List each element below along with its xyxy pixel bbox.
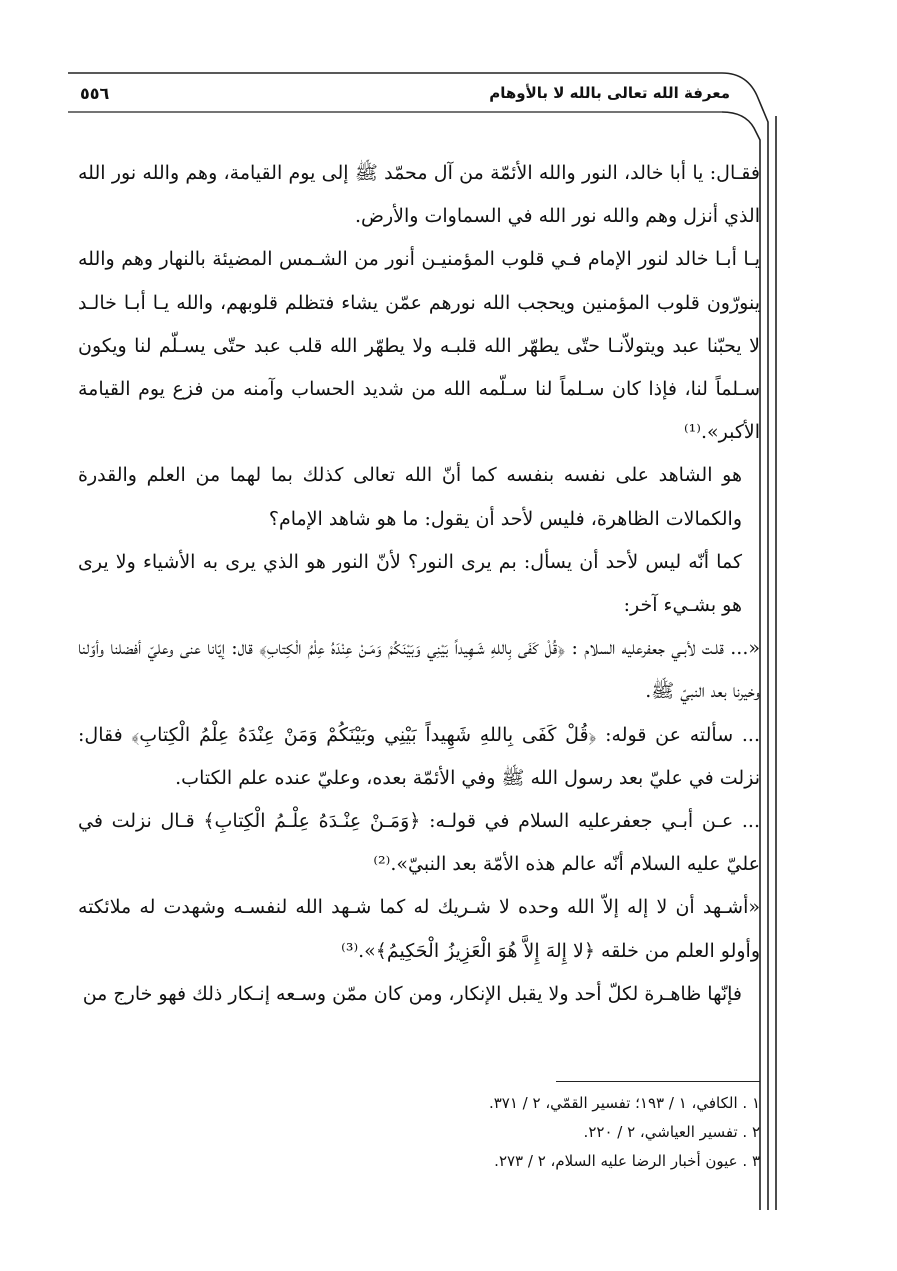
running-title: معرفة الله تعالى بالله لا بالأوهام <box>489 84 730 102</box>
paragraph: فإنّها ظاهـرة لكلّ أحد ولا يقبل الإنكار، ومن كان ممّن وسـعه إنـكار ذلك فهو خارج من <box>82 982 742 1005</box>
paragraph: فقـال: يا أبا خالد، النور والله الأئمّة من آل محمّد ﷺ إلى يوم القيامة، وهم والله نور الله الذي أنزل وهم والله نور الله في السماوات والأرض. <box>78 162 760 228</box>
footnote: ٢ . تفسير العياشي، ٢ / ٢٢٠. <box>583 1123 760 1141</box>
page-header <box>80 78 730 112</box>
paragraph: «... قلـت لأبـي جعفرعليه السلام : ﴿قُلْ كَفَى بِاللهِ شَـهِيداً بَيْنِي وَبَيْنَكُمْ وَمَـنْ عِنْدَهُ عِلْمُ الْكِتابِ﴾ قال: إيّانا عنى وعليّ أفضلنا وأوّلنا وخيرنا بعد النبيّ ﷺ. <box>78 637 760 703</box>
paragraph: ... سألته عن قوله: ﴿قُلْ كَفَى بِاللهِ شَهِيداً بَيْنِي وبَيْنَكُمْ وَمَنْ عِنْدَهُ عِلْمُ الْكِتابِ﴾ فقال: نزلت في عليّ بعد رسول الله ﷺ وفي الأئمّة بعده، وعليّ عنده علم الكتاب. <box>78 723 760 789</box>
paragraph: كما أنّه ليس لأحد أن يسأل: بم يرى النور؟ لأنّ النور هو الذي يرى به الأشياء ولا يرى هو بشـيء آخر: <box>78 550 742 617</box>
footnotes <box>300 1089 760 1176</box>
paragraph: ... عـن أبـي جعفرعليه السلام في قولـه: ﴿وَمَـنْ عِنْـدَهُ عِلْـمُ الْكِتابِ﴾ قـال نزلت في عليّ عليه السلام أنّه عالم هذه الأمّة بعد النبيّ».⁽²⁾ <box>78 810 760 876</box>
paragraph: يـا أبـا خالد لنور الإمام فـي قلوب المؤمنيـن أنور من الشـمس المضيئة بالنهار وهم والله ينورّون قلوب المؤمنين ويحجب الله نورهم عمّن يشاء فتظلم قلوبهم، والله يـا أبـا خالـد لا يحبّنا عبد ويتولاّنـا حتّى يطهّر الله قلبـه ولا يطهّر الله قلب عبد حتّى يسـلّم لنا ويكون سـلماً لنا، فإذا كان سـلماً لنا سـلّمه الله من شديد الحساب وآمنه من فزع يوم القيامة الأكبر».⁽¹⁾ <box>78 248 760 444</box>
footnote: ٣ . عيون أخبار الرضا عليه السلام، ٢ / ٢٧٣. <box>494 1152 760 1170</box>
main-text <box>78 152 760 1016</box>
paragraph: «أشـهد أن لا إله إلاّ الله وحده لا شـريك له كما شـهد الله لنفسـه وشهدت له ملائكته وأولو العلم من خلقه ﴿لا إِلهَ إِلاَّ هُوَ الْعَزِيزُ الْحَكِيمُ﴾».⁽³⁾ <box>78 896 760 962</box>
page-number: ٥٥٦ <box>80 84 110 103</box>
paragraph: هو الشاهد على نفسه بنفسه كما أنّ الله تعالى كذلك بما لهما من العلم والقدرة والكمالات الظاهرة، فليس لأحد أن يقول: ما هو شاهد الإمام؟ <box>78 464 742 530</box>
footnote-separator <box>556 1081 760 1082</box>
footnote: ١ . الكافي، ١ / ١٩٣؛ تفسير القمّي، ٢ / ٣٧١. <box>488 1094 760 1112</box>
